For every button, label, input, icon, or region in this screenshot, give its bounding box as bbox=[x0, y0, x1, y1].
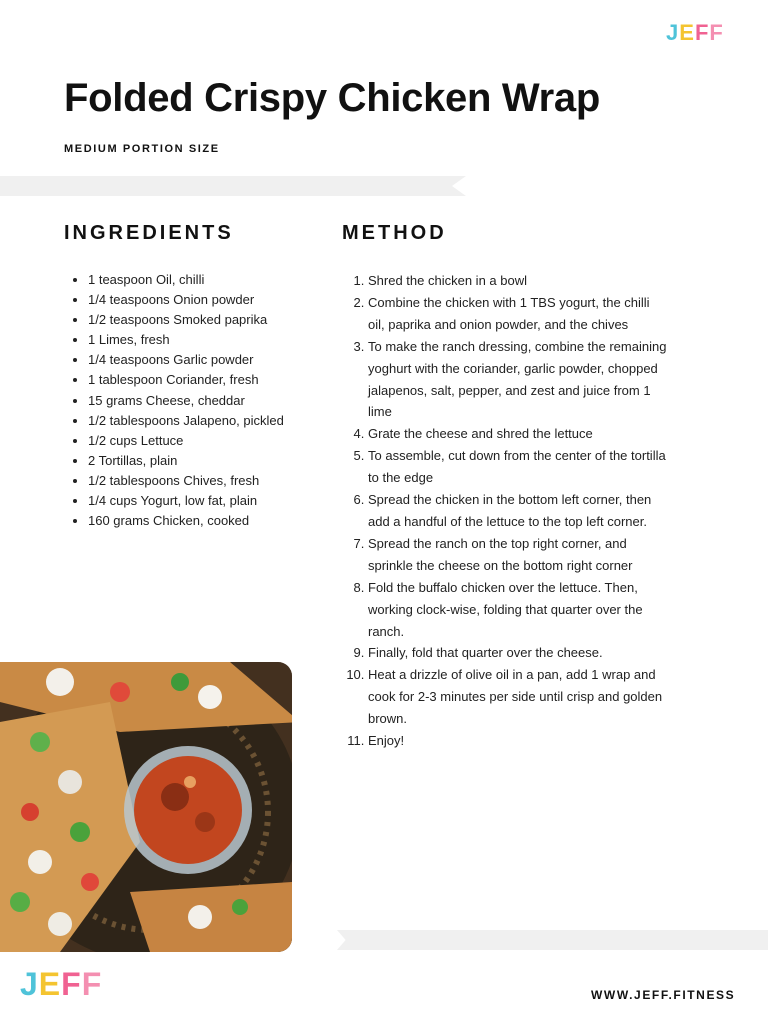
food-photo bbox=[0, 662, 292, 952]
recipe-title: Folded Crispy Chicken Wrap bbox=[64, 76, 601, 120]
ingredient-item: • 1/4 teaspoons Onion powder bbox=[88, 290, 338, 310]
ingredient-item: • 1 teaspoon Oil, chilli bbox=[88, 270, 338, 290]
method-step: 10. Heat a drizzle of olive oil in a pan, add 1 wrap and cook for 2-3 minutes per side until crisp and golden brown. bbox=[368, 664, 668, 730]
method-step: 11. Enjoy! bbox=[368, 730, 668, 752]
logo-letter: E bbox=[679, 20, 695, 45]
ingredient-item: • 1 tablespoon Coriander, fresh bbox=[88, 370, 338, 390]
ingredient-item: • 1/2 cups Lettuce bbox=[88, 431, 338, 451]
website-url: WWW.JEFF.FITNESS bbox=[591, 988, 736, 1002]
portion-size-label: MEDIUM PORTION SIZE bbox=[64, 143, 220, 155]
method-step: 8. Fold the buffalo chicken over the lettuce. Then, working clock-wise, folding that quarter over the ranch. bbox=[368, 577, 668, 643]
logo-letter: F bbox=[694, 20, 710, 45]
brand-logo-bottom bbox=[20, 966, 102, 1003]
ingredient-item: • 2 Tortillas, plain bbox=[88, 451, 338, 471]
bottom-divider-band bbox=[337, 930, 768, 950]
method-step: 2. Combine the chicken with 1 TBS yogurt, the chilli oil, paprika and onion powder, and the chives bbox=[368, 292, 668, 336]
ingredient-item: • 15 grams Cheese, cheddar bbox=[88, 391, 338, 411]
method-steps-list bbox=[342, 270, 668, 752]
ingredient-item: • 1/4 cups Yogurt, low fat, plain bbox=[88, 491, 338, 511]
method-step: 1. Shred the chicken in a bowl bbox=[368, 270, 668, 292]
method-step: 4. Grate the cheese and shred the lettuce bbox=[368, 423, 668, 445]
logo-letter: E bbox=[38, 966, 62, 1002]
logo-letter: F bbox=[709, 20, 724, 45]
logo-letter: F bbox=[61, 966, 82, 1002]
method-step: 9. Finally, fold that quarter over the cheese. bbox=[368, 642, 668, 664]
top-divider-band bbox=[0, 176, 466, 196]
ingredient-item: • 1/2 tablespoons Chives, fresh bbox=[88, 471, 338, 491]
ingredient-item: • 1/2 tablespoons Jalapeno, pickled bbox=[88, 411, 338, 431]
ingredient-item: • 1 Limes, fresh bbox=[88, 330, 338, 350]
ingredient-item: • 1/4 teaspoons Garlic powder bbox=[88, 350, 338, 370]
logo-letter: J bbox=[666, 20, 680, 45]
brand-logo-top bbox=[666, 20, 724, 46]
ingredients-heading: INGREDIENTS bbox=[64, 222, 234, 244]
ingredient-item: • 160 grams Chicken, cooked bbox=[88, 511, 338, 531]
method-step: 3. To make the ranch dressing, combine the remaining yoghurt with the coriander, garlic powder, chopped jalapenos, salt, pepper, and zest and juice from 1 lime bbox=[368, 336, 668, 424]
ingredient-item: • 1/2 teaspoons Smoked paprika bbox=[88, 310, 338, 330]
method-heading: METHOD bbox=[342, 222, 447, 244]
method-step: 6. Spread the chicken in the bottom left corner, then add a handful of the lettuce to the top left corner. bbox=[368, 489, 668, 533]
method-step: 5. To assemble, cut down from the center of the tortilla to the edge bbox=[368, 445, 668, 489]
method-step: 7. Spread the ranch on the top right corner, and sprinkle the cheese on the bottom right corner bbox=[368, 533, 668, 577]
logo-letter: J bbox=[20, 966, 39, 1002]
ingredients-list bbox=[70, 270, 338, 531]
logo-letter: F bbox=[81, 966, 103, 1002]
